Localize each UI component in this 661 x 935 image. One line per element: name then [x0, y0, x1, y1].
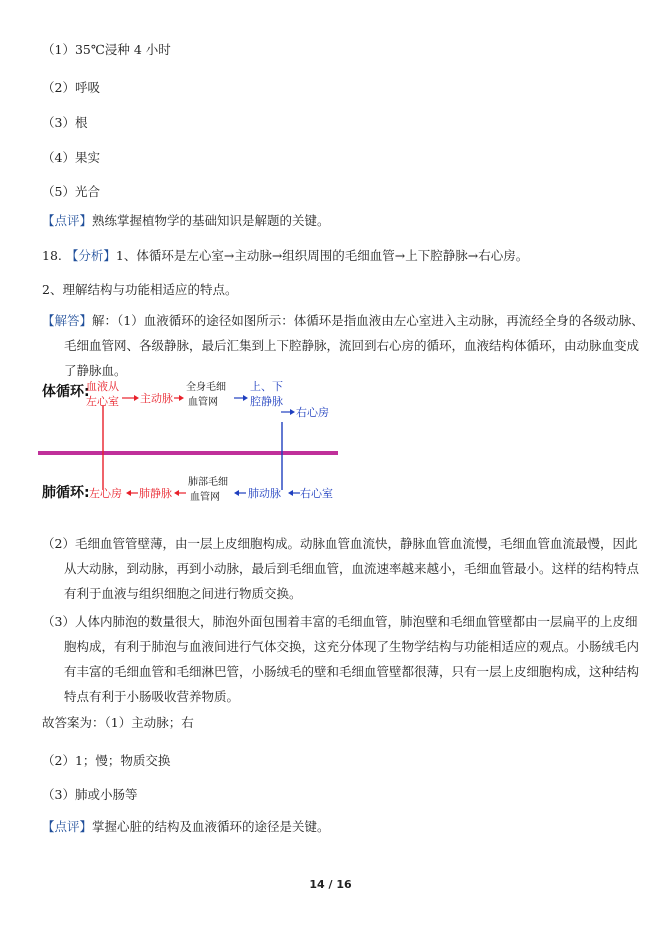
- question-number: 18.: [42, 248, 62, 263]
- arrow-3-head: [243, 395, 248, 401]
- arrow-5-head: [126, 490, 131, 496]
- aorta-node: 主动脉: [140, 392, 173, 405]
- arrow-6-head: [174, 490, 179, 496]
- systemic-label: 体循环:: [42, 384, 90, 400]
- pulm-artery-node: 肺动脉: [248, 487, 281, 500]
- final-answer-3: （3）肺或小肠等: [42, 787, 138, 802]
- arrow-4-head: [290, 409, 295, 415]
- lung-cap-line2: 血管网: [190, 492, 220, 503]
- pulm-vein-node: 肺静脉: [139, 487, 172, 500]
- arrow-7-head: [234, 490, 239, 496]
- comment-tag-2: 【点评】: [42, 819, 93, 834]
- answer-paragraph-2: （2）毛细血管管壁薄，由一层上皮细胞构成。动脉血管血流快，静脉血管血流慢，毛细血管血流最慢，因此从大动脉，到动脉，再到小动脉，最后到毛细血管，血流速率越来越小，毛细血管最小。这样的结构特点有利于血液与组织细胞之间进行物质交换。: [42, 536, 640, 601]
- comment-1: [42, 211, 330, 229]
- arrow-2-head: [179, 395, 184, 401]
- divider-band: [38, 451, 338, 455]
- body-cap-line1: 全身毛细: [186, 382, 226, 393]
- answer-paragraph-3: （3）人体内肺泡的数量很大，肺泡外面包围着丰富的毛细血管，肺泡壁和毛细血管壁都由一层扁平的上皮细胞构成，有利于肺泡与血液间进行气体交换，这充分体现了生物学结构与功能相适应的观点。小肠绒毛内有丰富的毛细血管和毛细淋巴管，小肠绒毛的壁和毛细血管壁都很薄，只有一层上皮细胞构成，这种结构特点有利于小肠吸收营养物质。: [42, 614, 640, 704]
- left-atrium-node: 左心房: [89, 487, 122, 500]
- pulmonary-label: 肺循环:: [42, 485, 90, 501]
- blood-from-line2: 左心室: [86, 395, 119, 408]
- comment-2: [42, 817, 330, 835]
- answer-line-2: （2）呼吸: [42, 80, 100, 95]
- blood-circulation-diagram: [38, 362, 338, 512]
- comment-text: 熟练掌握植物学的基础知识是解题的关键。: [92, 213, 330, 228]
- analysis-tag: 【分析】: [65, 248, 116, 263]
- arrow-1-head: [134, 395, 139, 401]
- q18-analysis-2: 2、理解结构与功能相适应的特点。: [42, 282, 238, 297]
- vena-line2: 腔静脉: [250, 395, 283, 408]
- right-ventricle-node: 右心室: [300, 487, 333, 500]
- answer-line-4: （4）果实: [42, 150, 100, 165]
- right-atrium-node: 右心房: [296, 406, 329, 419]
- final-answer-1: 故答案为：（1）主动脉；右: [42, 715, 194, 730]
- arrow-8-head: [288, 490, 293, 496]
- answer-text-1: 解：（1）血液循环的途径如图所示：体循环是指血液由左心室进入主动脉，再流经全身的各级动脉、毛细血管网、各级静脉，最后汇集到上下腔静脉，流回到右心房的循环，血液结构体循环，由动脉血变成了静脉血。: [64, 313, 644, 378]
- vena-line1: 上、下: [250, 380, 283, 393]
- comment-tag: 【点评】: [42, 213, 93, 228]
- page-number: 14 / 16: [309, 878, 352, 891]
- lung-cap-line1: 肺部毛细: [188, 477, 228, 488]
- analysis-text-1: 1、体循环是左心室→主动脉→组织周围的毛细血管→上下腔静脉→右心房。: [115, 248, 529, 263]
- answer-line-3: （3）根: [42, 115, 88, 130]
- body-cap-line2: 血管网: [188, 397, 218, 408]
- answer-line-1: （1）35℃浸种 4 小时: [42, 42, 171, 57]
- blood-from-line1: 血液从: [86, 380, 119, 393]
- answer-line-5: （5）光合: [42, 184, 100, 199]
- answer-tag: 【解答】: [42, 313, 93, 328]
- final-answer-2: （2）1；慢；物质交换: [42, 753, 171, 768]
- comment-text-2: 掌握心脏的结构及血液循环的途径是关键。: [92, 819, 330, 834]
- q18-analysis-1: [42, 246, 528, 264]
